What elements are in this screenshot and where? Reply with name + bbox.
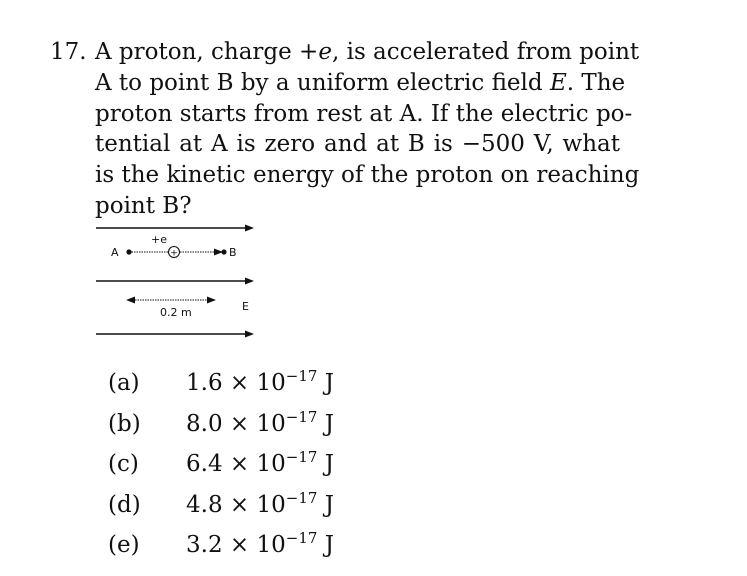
choice-letter: (e) (108, 532, 140, 558)
choice-value: $4.8 \times 10^{-17}$ J (186, 488, 334, 518)
point-a-label: A (111, 246, 119, 259)
choice-c[interactable] (108, 449, 608, 490)
field-diagram-svg (92, 226, 262, 338)
point-b-dot (221, 249, 226, 254)
answer-choices (108, 368, 608, 571)
choice-letter: (b) (108, 410, 141, 437)
stem-line-3: proton starts from rest at A. If the electric po- (95, 100, 633, 127)
choice-letter: (d) (108, 491, 141, 518)
choice-d[interactable] (108, 490, 608, 531)
stem-line-2: A to point B by a uniform electric field E. The (95, 69, 626, 96)
point-b-label: B (229, 246, 237, 259)
distance-arrow-right (207, 297, 216, 304)
stem-line-4: tential at A is zero and at B is −500 V, what (95, 131, 620, 158)
question-number: 17. (50, 39, 87, 65)
distance-arrow-left (126, 297, 135, 304)
proton-symbol: + (170, 248, 178, 259)
question-stem (95, 37, 640, 222)
choice-value: $8.0 \times 10^{-17}$ J (186, 407, 334, 437)
choice-a[interactable] (108, 368, 608, 409)
field-line-middle (96, 278, 254, 285)
charge-label: +e (151, 233, 167, 246)
field-diagram (92, 226, 262, 338)
choice-b[interactable] (108, 409, 608, 450)
field-line-bottom (96, 331, 254, 338)
choice-value: $1.6 \times 10^{-17}$ J (186, 367, 334, 396)
stem-line-1: A proton, charge +e, is accelerated from point (95, 39, 640, 65)
stem-line-6: point B? (95, 192, 192, 219)
choice-letter: (c) (108, 451, 139, 477)
choice-e[interactable] (108, 530, 608, 571)
field-line-top (96, 225, 254, 232)
stem-line-5: is the kinetic energy of the proton on reaching (95, 162, 640, 189)
choice-letter: (a) (108, 370, 140, 396)
field-label: E (242, 300, 249, 313)
distance-label: 0.2 m (160, 306, 192, 319)
choice-value: $6.4 \times 10^{-17}$ J (186, 448, 334, 477)
choice-value: $3.2 \times 10^{-17}$ J (186, 529, 334, 558)
